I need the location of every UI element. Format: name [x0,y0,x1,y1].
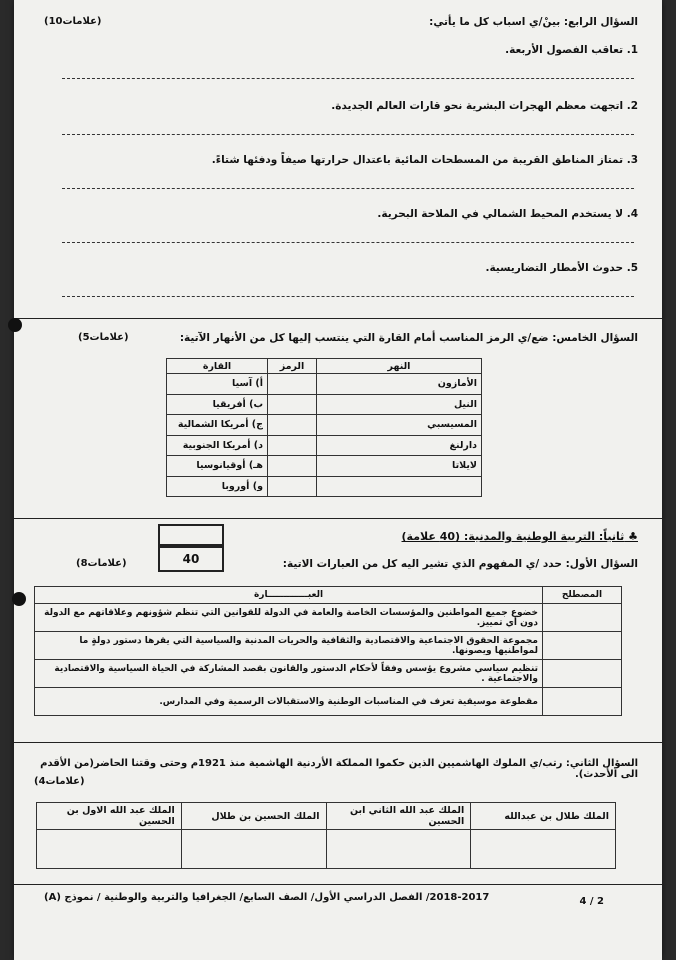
order-answer-cell[interactable] [326,830,471,869]
table-row [167,435,482,456]
q4-item-1: 1. تعاقب الفصول الأربعة. [505,44,638,56]
river-cell [317,476,482,497]
answer-line[interactable] [62,134,634,135]
rivers-table [166,358,482,497]
answer-line[interactable] [62,242,634,243]
table-row [35,660,622,688]
exam-page [14,0,662,960]
order-answer-cell[interactable] [37,830,182,869]
king-cell: الملك عبد الله الاول بن الحسين [37,803,182,830]
king-cell: الملك طلال بن عبدالله [471,803,616,830]
header-continent: القارة [167,359,268,374]
king-cell: الملك عبد الله الثاني ابن الحسين [326,803,471,830]
statement-cell: مجموعة الحقوق الاجتماعية والاقتصادية والثقافية والحريات المدنية والسياسية التي يقرها دستور دولةٍ ما لمواطنيها ويصونها. [35,632,543,660]
table-row [35,632,622,660]
concepts-table [34,586,622,716]
continent-cell: أ) آسيا [167,374,268,395]
answer-line[interactable] [62,78,634,79]
table-row [167,456,482,477]
binder-hole [12,592,26,606]
q2-marks: (4علامات) [34,776,85,787]
section2-title [402,530,638,543]
q4-item-3: 3. تمتاز المناطق القريبة من المسطحات المائية باعتدال حرارتها صيفاً ودفئها شتاءً. [211,154,638,166]
river-cell: دارلنغ [317,435,482,456]
q4-item-5: 5. حدوث الأمطار التضاريسية. [485,262,638,274]
table-row [167,476,482,497]
king-cell: الملك الحسين بن طلال [181,803,326,830]
section-divider [14,518,662,519]
table-row [167,415,482,436]
kings-answer-row [37,830,616,869]
continent-cell: ب) أفريقيا [167,394,268,415]
river-cell: النيل [317,394,482,415]
q4-item-2: 2. اتجهت معظم الهجرات البشرية نحو قارات العالم الجديدة. [331,100,638,112]
q5-marks: (5علامات) [78,332,129,343]
answer-line[interactable] [62,296,634,297]
answer-line[interactable] [62,188,634,189]
footer-text: 2018-2017/ الفصل الدراسي الأول/ الصف السابع/ الجغرافيا والتربية والوطنية / نموذج (A) [44,892,490,903]
term-answer-cell[interactable] [543,660,622,688]
header-term: المصطلح [543,587,622,604]
table-row [167,374,482,395]
symbol-cell[interactable] [268,415,317,436]
continent-cell: و) أوروبا [167,476,268,497]
header-statement: العبـــــــــــــارة [35,587,543,604]
table-row [35,688,622,716]
statement-cell: خضوع جميع المواطنين والمؤسسات الخاصة والعامة في الدولة للقوانين التي تنظم شؤونهم وعلاقاتهم مع الدولة دون أي تمييز. [35,604,543,632]
q1-title: السؤال الأول: حدد /ي المفهوم الذي تشير اليه كل من العبارات الاتية: [282,558,638,570]
statement-cell: مقطوعة موسيقية تعزف في المناسبات الوطنية والاستقبالات الرسمية وفي المدارس. [35,688,543,716]
table-row [167,394,482,415]
river-cell: الأمازون [317,374,482,395]
kings-names-row [37,803,616,830]
symbol-cell[interactable] [268,476,317,497]
symbol-cell[interactable] [268,394,317,415]
order-answer-cell[interactable] [181,830,326,869]
q4-marks: (10علامات) [44,16,102,27]
q2-title: السؤال الثاني: رتب/ي الملوك الهاشميين الذين حكموا المملكة الأردنية الهاشمية منذ 1921م وحتى وقتنا الحاضر(من الأقدم الى الأحدث). [40,758,638,780]
table-row [35,604,622,632]
score-box-top[interactable] [158,524,224,546]
river-cell: لايلاتا [317,456,482,477]
section-divider [14,742,662,743]
order-answer-cell[interactable] [471,830,616,869]
q4-title: السؤال الرابع: بينْ/ي اسباب كل ما يأتي: [429,16,638,28]
binder-hole [8,318,22,332]
term-answer-cell[interactable] [543,604,622,632]
q1-marks: (8علامات) [76,558,127,569]
term-answer-cell[interactable] [543,632,622,660]
symbol-cell[interactable] [268,456,317,477]
kings-table [36,802,616,869]
footer-divider [14,884,662,885]
section-divider [14,318,662,319]
header-river: النهر [317,359,482,374]
continent-cell: د) أمريكا الجنوبية [167,435,268,456]
section2-title-text: ثانياً: التربية الوطنية والمدنية: (40 علامة) [401,530,625,543]
q5-title: السؤال الخامس: ضع/ي الرمز المناسب أمام القارة التي ينتسب إليها كل من الأنهار الآتية: [179,332,638,344]
symbol-cell[interactable] [268,374,317,395]
q4-item-4: 4. لا يستخدم المحيط الشمالي في الملاحة البحرية. [377,208,638,220]
page-number: 4 / 2 [579,896,604,907]
term-answer-cell[interactable] [543,688,622,716]
continent-cell: ج) أمريكا الشمالية [167,415,268,436]
continent-cell: هـ) أوقيانوسيا [167,456,268,477]
score-box: 40 [158,546,224,572]
symbol-cell[interactable] [268,435,317,456]
bullet-icon: ♣ [624,530,638,543]
river-cell: المسيسبي [317,415,482,436]
statement-cell: تنظيم سياسي مشروع يؤسس وفقاً لأحكام الدستور والقانون بقصد المشاركة في الحياة السياسية والاقتصادية والاجتماعية . [35,660,543,688]
header-symbol: الرمز [268,359,317,374]
